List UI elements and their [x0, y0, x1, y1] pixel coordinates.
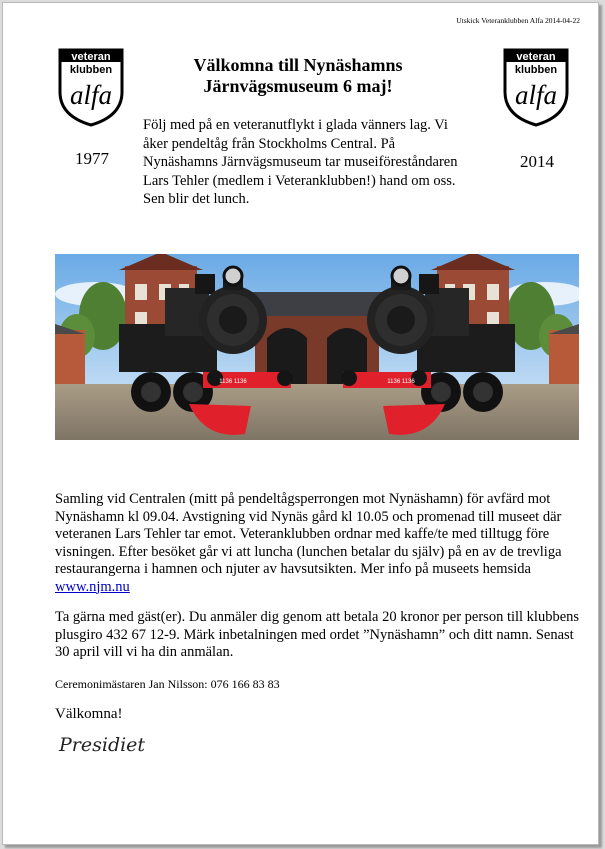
- svg-text:alfa: alfa: [69, 80, 113, 110]
- page-title: [153, 55, 443, 97]
- svg-text:Presidiet: Presidiet: [59, 734, 146, 756]
- svg-text:klubben: klubben: [514, 64, 558, 76]
- welcome-text: Välkomna!: [55, 706, 123, 722]
- intro-text: Följ med på en veteranutflykt i glada vänners lag. Vi åker pendeltåg från Stockholms Central. På Nynäshamns Järnvägsmuseum tar museiföreståndaren Lars Tehler (medlem i Veteranklubben!) hand om oss. Sen blir det lunch.: [143, 117, 458, 207]
- title-line-1: Välkomna till Nynäshamns: [193, 55, 403, 75]
- svg-text:1136 1136: 1136 1136: [387, 379, 415, 385]
- registration-paragraph: Ta gärna med gäst(er). Du anmäler dig genom att betala 20 kronor per person till klubbens plusgiro 432 67 12-9. Märk inbetalningen med ordet ”Nynäshamn” och ditt namn. Senast 30 april vill vi ha din anmälan.: [55, 609, 580, 660]
- svg-text:1136 1136: 1136 1136: [219, 379, 247, 385]
- year-right: 2014: [520, 152, 554, 171]
- title-line-2: Järnvägsmuseum 6 maj!: [203, 76, 393, 96]
- veteranklubben-alfa-logo-left: [56, 46, 126, 128]
- locomotive-photo: [55, 254, 579, 440]
- svg-text:klubben: klubben: [69, 64, 113, 76]
- header-note: Utskick Veteranklubben Alfa 2014-04-22: [456, 16, 580, 25]
- year-left: 1977: [75, 149, 109, 168]
- signature-presidiet: [57, 731, 167, 759]
- ceremony-master-contact: Ceremonimästaren Jan Nilsson: 076 166 83 83: [55, 677, 280, 691]
- meeting-text: Samling vid Centralen (mitt på pendeltågsperrongen mot Nynäshamn) för avfärd mot Nynäshamn kl 09.04. Avstigning vid Nynäs gård kl 10.05 och promenad till museet där veteranen Lars Tehler tar emot. Veteranklubben ordnar med kaffe/te med tilltugg före visningen. Efter besöket går vi att luncha (lunchen betalar du själv) på en av de trevliga restaurangerna i hamnen och njuter av havsutsikten. Mer info på museets hemsida: [55, 491, 562, 577]
- veteranklubben-alfa-logo-right: [501, 46, 571, 128]
- svg-text:veteran: veteran: [516, 51, 556, 63]
- museum-website-link[interactable]: www.njm.nu: [55, 578, 130, 595]
- svg-text:alfa: alfa: [514, 80, 558, 110]
- meeting-paragraph: [55, 491, 585, 596]
- svg-text:veteran: veteran: [71, 51, 111, 63]
- document-page: [2, 2, 599, 845]
